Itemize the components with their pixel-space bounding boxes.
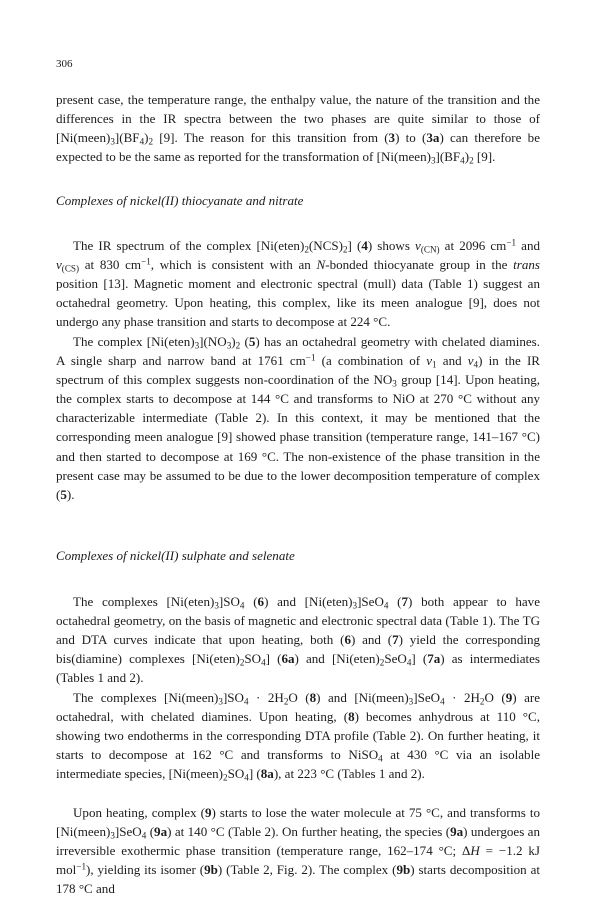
paragraph-text: present case, the temperature range, the enthalpy value, the nature of the transition and the differences in the IR spectra between the two phases are quite similar to those of $[Ni(meen)_3](BF_4)_2$ [9]. The reason for this transition from (3) to (3a) can therefore be expected to be the same as reported for the transformation of $[Ni(meen)_3](BF_4)_2$ [9].	[56, 92, 540, 166]
paragraph-thiocyanate	[56, 236, 540, 332]
paragraph-nitrate	[56, 332, 540, 523]
section-heading-thiocyanate-nitrate	[56, 191, 540, 210]
paragraph-text: The complex $[Ni(eten)_3](NO_3)_2$ (5) has an octahedral geometry with chelated diamines. A single sharp and narrow band at 1761 $cm^{-1}$ (a combination of $\nu_1$ and $\nu_4$) in the IR spectrum of this complex suggests non-coordination of the $NO_3$ group [14]. Upon heating, the complex starts to decompose at 144 °C and transforms to NiO at 270 °C without any characterizable intermediate (Table 2). In this context, it may be mentioned that the corresponding meen analogue [9] showed phase transition (temperature range, 141–167 °C) and then started to decompose at 169 °C. The non-existence of the phase transition in the present case may be assumed to be due to the lower decomposition temperature of complex (5).	[56, 334, 541, 502]
paragraph-text: Upon heating, complex (9) starts to lose the water molecule at 75 °C, and transforms to $[Ni(meen)_3]SeO_4$ (9a) at 140 °C (Table 2). On further heating, the species (9a) undergoes an irreversible exothermic phase transition (temperature range, 162–174 °C; ΔH = −1.2 kJ mol$^{-1}$), yielding its isomer (9b) (Table 2, Fig. 2). The complex (9b) starts decomposition at 178 °C and	[56, 805, 540, 897]
section-heading-sulphate-selenate	[56, 546, 540, 565]
paragraph-sulphate-meen	[56, 688, 540, 803]
paragraph-text: The complexes $[Ni(meen)_3]SO_4 \cdot 2H_2O$ (8) and $[Ni(meen)_3]SeO_4 \cdot 2H_2O$ (9) are octahedral, with chelated diamines. Upon heating, (8) becomes anhydrous at 110 °C, showing two endotherms in the corresponding DTA profile (Table 2). On further heating, it starts to decompose at 162 °C and transforms to NiSO$_4$ at 430 °C via an isolable intermediate species, $[Ni(meen)_2SO_4]$ (8a), at 223 °C (Tables 1 and 2).	[56, 690, 541, 783]
page-number: 306	[56, 58, 73, 70]
section-heading-text: Complexes of nickel(II) sulphate and selenate	[56, 548, 295, 563]
paragraph-sulphate-eten	[56, 592, 540, 688]
paragraph-intro	[56, 90, 540, 166]
paragraph-text: The complexes $[Ni(eten)_3]SO_4$ (6) and $[Ni(eten)_3]SeO_4$ (7) both appear to have octahedral geometry, on the basis of magnetic and electronic spectral data (Table 1). The TG and DTA curves indicate that upon heating, both (6) and (7) yield the corresponding bis(diamine) complexes $[Ni(eten)_2SO_4]$ (6a) and $[Ni(eten)_2SeO_4]$ (7a) as intermediates (Tables 1 and 2).	[56, 594, 541, 686]
section-heading-text: Complexes of nickel(II) thiocyanate and nitrate	[56, 193, 304, 208]
paragraph-selenate-heating	[56, 803, 540, 899]
paragraph-text: The IR spectrum of the complex $[Ni(eten)_2(NCS)_2]$ (4) shows $\nu_{(CN)}$ at 2096 $cm^{-1}$ and $\nu_{(CS)}$ at 830 $cm^{-1}$, which is consistent with an N-bonded thiocyanate group in the trans position [13]. Magnetic moment and electronic spectral (mull) data (Table 1) suggest an octahedral geometry. Upon heating, this complex, like its meen analogue [9], does not undergo any phase transition and starts to decompose at 224 °C.	[56, 237, 541, 330]
